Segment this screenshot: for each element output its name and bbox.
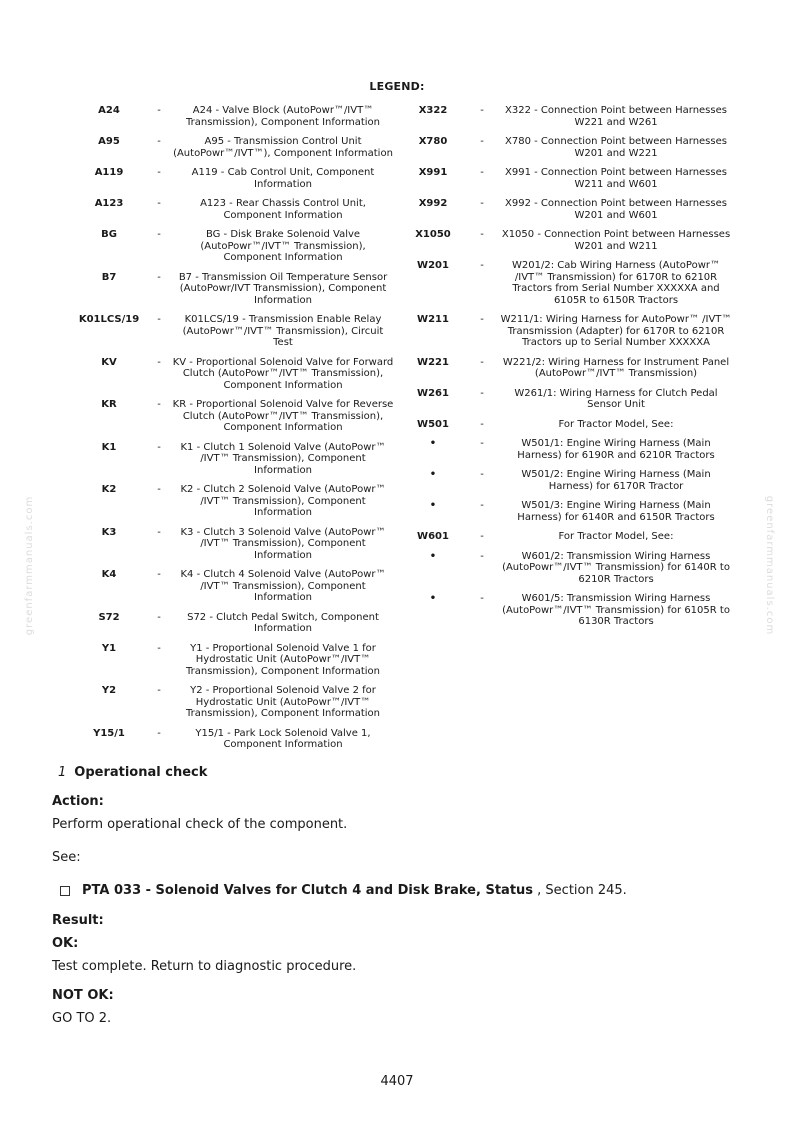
legend-dash: - — [480, 593, 484, 604]
legend-dash: - — [480, 260, 484, 271]
legend-code: • — [429, 550, 437, 562]
action-text: Perform operational check of the component. — [52, 817, 348, 832]
legend-description: K3 - Clutch 3 Solenoid Valve (AutoPowr™ /IVT™ Transmission), Component Information — [180, 526, 386, 561]
legend-description: A95 - Transmission Control Unit (AutoPowr™/IVT™), Component Information — [173, 136, 393, 159]
notok-label: NOT OK: — [52, 988, 114, 1003]
legend-row — [72, 105, 394, 128]
legend-row — [72, 314, 394, 349]
ok-text: Test complete. Return to diagnostic procedure. — [52, 959, 357, 974]
legend-code: • — [429, 500, 437, 511]
legend-code: W201 — [417, 260, 449, 271]
legend-dash: - — [480, 105, 484, 116]
see-label: See: — [52, 850, 81, 865]
legend-description: BG - Disk Brake Solenoid Valve (AutoPowr™/IVT™ Transmission), Component Information — [200, 229, 366, 263]
legend-row — [72, 198, 394, 221]
legend-code: X322 — [418, 105, 448, 116]
legend-code: K01LCS/19 — [78, 314, 140, 325]
legend-dash: - — [480, 438, 484, 449]
legend-code: Y15/1 — [93, 727, 125, 739]
legend-row — [72, 527, 394, 562]
legend-description: W261/1: Wiring Harness for Clutch Pedal Sensor Unit — [514, 387, 718, 410]
legend-dash: - — [480, 167, 484, 178]
legend-dash: - — [157, 399, 161, 410]
legend-row — [72, 643, 394, 678]
legend-dash: - — [157, 356, 161, 368]
legend-description: W201/2: Cab Wiring Harness (AutoPowr™ /IVT™ Transmission) for 6170R to 6210R Tractors from Serial Number XXXXXA and 6105R to 6150R Tractors — [512, 260, 720, 306]
legend-row — [402, 551, 732, 586]
legend-row — [402, 419, 732, 431]
legend-description: K01LCS/19 - Transmission Enable Relay (AutoPowr™/IVT™ Transmission), Circuit Test — [182, 314, 384, 348]
legend-row — [72, 612, 394, 635]
legend-row — [402, 136, 732, 159]
watermark-left: greenfarmmanuals.com — [24, 495, 36, 636]
legend-dash: - — [157, 685, 161, 696]
legend-description: K4 - Clutch 4 Solenoid Valve (AutoPowr™ /IVT™ Transmission), Component Information — [180, 569, 386, 603]
legend-dash: - — [157, 727, 161, 739]
legend-row — [72, 272, 394, 307]
step-title: Operational check — [74, 765, 208, 780]
legend-dash: - — [157, 271, 161, 283]
legend-dash: - — [157, 314, 161, 325]
legend-row — [402, 469, 732, 492]
legend-description: S72 - Clutch Pedal Switch, Component Information — [187, 611, 379, 634]
legend-dash: - — [157, 198, 161, 209]
legend-code: • — [429, 593, 437, 604]
legend-row — [402, 438, 732, 461]
legend-dash: - — [157, 526, 161, 538]
legend-description: W501/3: Engine Wiring Harness (Main Harness) for 6140R and 6150R Tractors — [517, 500, 715, 523]
legend-description: X991 - Connection Point between Harnesses W211 and W601 — [505, 167, 727, 190]
legend-code: X780 — [418, 136, 448, 147]
step-number: 1 — [58, 765, 67, 780]
legend-row — [402, 229, 732, 252]
legend-description: KV - Proportional Solenoid Valve for Forward Clutch (AutoPowr™/IVT™ Transmission), Component Information — [172, 356, 394, 391]
page-number: 4407 — [380, 1074, 414, 1089]
legend-dash: - — [157, 642, 161, 654]
legend-row — [402, 357, 732, 380]
legend-dash: - — [480, 356, 484, 368]
legend-code: K4 — [101, 569, 117, 580]
legend-dash: - — [480, 136, 484, 147]
result-label: Result: — [52, 913, 104, 928]
legend-description: W211/1: Wiring Harness for AutoPowr™ /IVT™ Transmission (Adapter) for 6170R to 6210R Tractors up to Serial Number XXXXXA — [500, 314, 732, 348]
legend-code: W501 — [417, 418, 449, 430]
legend-description: W601/2: Transmission Wiring Harness (AutoPowr™/IVT™ Transmission) for 6140R to 6210R Tractors — [502, 550, 730, 585]
legend-code: B7 — [101, 271, 117, 283]
legend-description: For Tractor Model, See: — [558, 531, 674, 542]
legend-code: X991 — [418, 167, 448, 178]
legend-row — [402, 531, 732, 543]
legend-dash: - — [480, 314, 484, 325]
legend-dash: - — [157, 484, 161, 495]
legend-row — [72, 399, 394, 434]
legend-code: A119 — [94, 167, 124, 178]
legend-dash: - — [480, 229, 484, 240]
legend-row — [72, 136, 394, 159]
legend-code: S72 — [98, 611, 120, 623]
legend-code: W211 — [417, 314, 449, 325]
notok-text: GO TO 2. — [52, 1011, 112, 1026]
legend-description: Y2 - Proportional Solenoid Valve 2 for Hydrostatic Unit (AutoPowr™/IVT™ Transmission), Component Information — [186, 685, 380, 719]
legend-dash: - — [157, 569, 161, 580]
legend-row — [402, 593, 732, 628]
reference-link[interactable]: PTA 033 - Solenoid Valves for Clutch 4 and Disk Brake, Status — [82, 883, 534, 898]
action-label: Action: — [52, 794, 104, 809]
legend-description: K1 - Clutch 1 Solenoid Valve (AutoPowr™ /IVT™ Transmission), Component Information — [180, 441, 386, 476]
legend-dash: - — [480, 418, 484, 430]
legend-description: X1050 - Connection Point between Harnesses W201 and W211 — [501, 229, 731, 252]
legend-dash: - — [157, 105, 161, 116]
legend-code: X1050 — [415, 229, 451, 240]
legend-row — [402, 388, 732, 411]
legend-row — [402, 198, 732, 221]
legend-row — [72, 357, 394, 392]
legend-description: KR - Proportional Solenoid Valve for Reverse Clutch (AutoPowr™/IVT™ Transmission), Component Information — [172, 399, 394, 433]
legend-row — [402, 500, 732, 523]
legend-dash: - — [157, 611, 161, 623]
legend-row — [402, 105, 732, 128]
legend-description: W601/5: Transmission Wiring Harness (AutoPowr™/IVT™ Transmission) for 6105R to 6130R Tractors — [502, 593, 730, 627]
legend-description: Y1 - Proportional Solenoid Valve 1 for Hydrostatic Unit (AutoPowr™/IVT™ Transmission), Component Information — [186, 642, 380, 677]
legend-dash: - — [157, 167, 161, 178]
reference-suffix: , Section 245. — [533, 883, 627, 898]
legend-code: A95 — [98, 136, 120, 147]
legend-dash: - — [157, 136, 161, 147]
legend-code: • — [429, 469, 437, 480]
legend-dash: - — [480, 500, 484, 511]
legend-row — [72, 229, 394, 264]
legend-dash: - — [480, 387, 484, 399]
legend-code: W221 — [417, 356, 449, 368]
legend-dash: - — [480, 198, 484, 209]
legend-code: K2 — [101, 484, 117, 495]
watermark-right: greenfarmmanuals.com — [764, 495, 776, 636]
legend-description: W221/2: Wiring Harness for Instrument Panel (AutoPowr™/IVT™ Transmission) — [502, 356, 730, 379]
legend-description: A24 - Valve Block (AutoPowr™/IVT™ Transmission), Component Information — [186, 105, 380, 128]
checkbox-icon — [60, 886, 70, 896]
legend-code: Y2 — [101, 685, 117, 696]
legend-code: KR — [101, 399, 117, 410]
legend-description: A119 - Cab Control Unit, Component Information — [191, 167, 375, 190]
legend-code: W261 — [417, 387, 449, 399]
legend-column-right — [402, 105, 732, 636]
legend-row — [402, 314, 732, 349]
legend-dash: - — [480, 531, 484, 542]
legend-dash: - — [157, 229, 161, 240]
legend-dash: - — [480, 550, 484, 562]
legend-dash: - — [480, 469, 484, 480]
legend-code: • — [429, 438, 437, 449]
legend-code: K1 — [101, 441, 117, 453]
legend-code: Y1 — [101, 642, 117, 654]
legend-code: A24 — [98, 105, 120, 116]
legend-code: W601 — [417, 531, 449, 542]
legend-row — [72, 569, 394, 604]
step-heading — [52, 765, 752, 780]
legend-description: W501/2: Engine Wiring Harness (Main Harness) for 6170R Tractor — [521, 469, 711, 492]
legend-description: X780 - Connection Point between Harnesses W201 and W221 — [505, 136, 727, 159]
legend-row — [402, 167, 732, 190]
legend-row — [72, 442, 394, 477]
legend-code: KV — [101, 356, 117, 368]
legend-description: X992 - Connection Point between Harnesses W201 and W601 — [505, 198, 727, 221]
legend-row — [72, 685, 394, 720]
legend-code: BG — [101, 229, 117, 240]
legend-column-left — [72, 105, 394, 759]
legend-description: A123 - Rear Chassis Control Unit, Component Information — [200, 198, 366, 221]
reference-line — [52, 883, 752, 898]
legend-title: LEGEND: — [369, 80, 425, 93]
ok-label: OK: — [52, 936, 79, 951]
legend-code: X992 — [418, 198, 448, 209]
legend-row — [72, 167, 394, 190]
legend-row — [72, 484, 394, 519]
legend-row — [402, 260, 732, 306]
legend-description: W501/1: Engine Wiring Harness (Main Harness) for 6190R and 6210R Tractors — [517, 438, 715, 461]
legend-description: X322 - Connection Point between Harnesses W221 and W261 — [505, 105, 727, 128]
legend-code: A123 — [94, 198, 124, 209]
legend-description: Y15/1 - Park Lock Solenoid Valve 1, Component Information — [195, 727, 371, 750]
legend-row — [72, 728, 394, 751]
legend-description: For Tractor Model, See: — [558, 418, 674, 430]
legend-dash: - — [157, 441, 161, 453]
legend-description: K2 - Clutch 2 Solenoid Valve (AutoPowr™ /IVT™ Transmission), Component Information — [180, 484, 386, 518]
legend-description: B7 - Transmission Oil Temperature Sensor (AutoPowr/IVT Transmission), Component Information — [178, 271, 388, 306]
legend-code: K3 — [101, 526, 117, 538]
